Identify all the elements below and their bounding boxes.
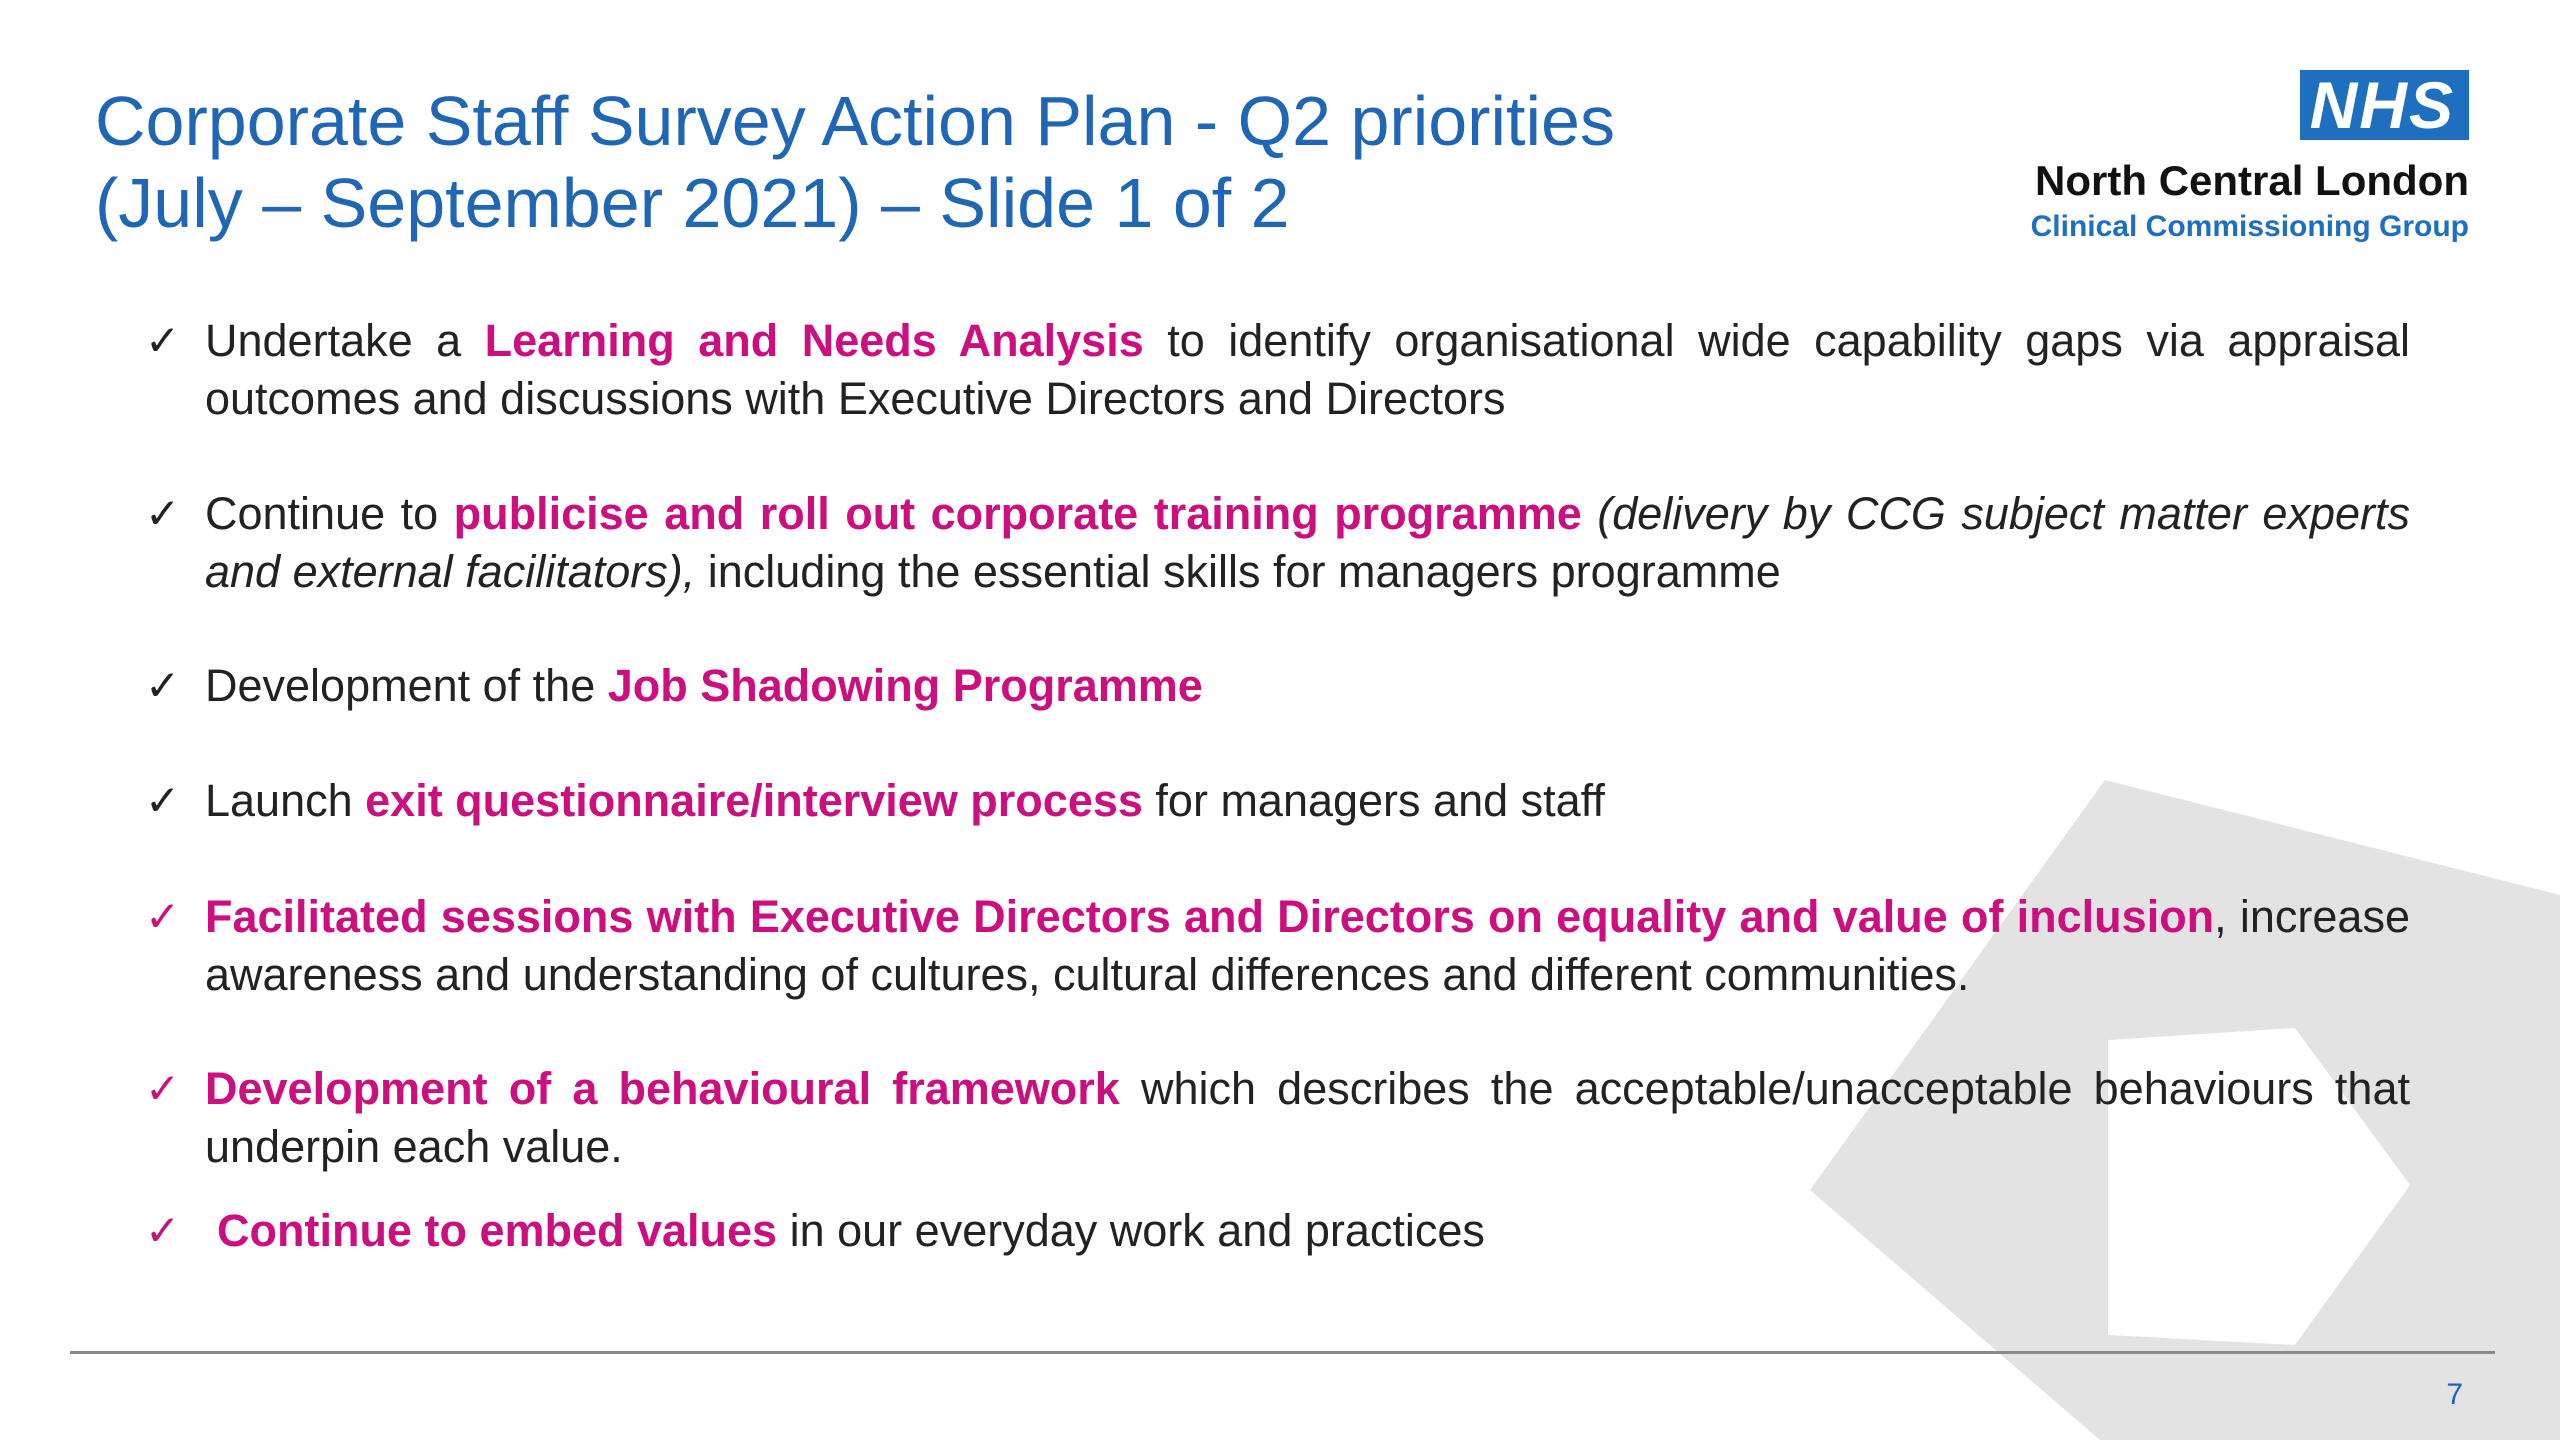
org-subtitle: Clinical Commissioning Group: [2030, 210, 2469, 243]
org-name: North Central London: [2035, 157, 2469, 204]
bullet-2: [145, 485, 2410, 601]
bullet-text: [205, 485, 2410, 601]
bullet-highlight: publicise and roll out corporate training programme: [453, 488, 1582, 539]
bullet-text-pre: Continue to: [205, 488, 454, 539]
bullet-5: [145, 888, 2410, 1004]
bullet-6: [145, 1060, 2410, 1176]
bullet-text-post: , increase awareness and understanding of cultures, cultural differences and different communities.: [205, 891, 2410, 1000]
checkmark-icon: ✓: [145, 893, 181, 940]
bullet-text-post: which describes the acceptable/unacceptable behaviours that underpin each value.: [205, 1063, 2410, 1172]
bullet-1: [145, 312, 2410, 428]
slide-title-line-1: Corporate Staff Survey Action Plan - Q2 priorities: [95, 82, 1615, 160]
checkmark-icon: ✓: [145, 490, 181, 537]
nhs-logo: [2031, 70, 2469, 244]
bullet-text: [205, 1060, 2410, 1176]
bullet-text-pre: Launch: [205, 775, 366, 826]
bullet-text: [205, 657, 2410, 715]
checkmark-icon: ✓: [145, 777, 181, 824]
checkmark-icon: ✓: [145, 1065, 181, 1112]
bullet-highlight: Continue to embed values: [217, 1205, 778, 1256]
bullet-text: [205, 1202, 2410, 1260]
bullet-text: [205, 772, 2410, 830]
bullet-text-post: for managers and staff: [1142, 775, 1605, 826]
bullet-text: [205, 888, 2410, 1004]
bullet-text-post: including the essential skills for managers programme: [695, 546, 1781, 597]
bullet-text: [205, 312, 2410, 428]
bullet-text-pre: Undertake a: [205, 315, 485, 366]
bullet-highlight: Learning and Needs Analysis: [484, 315, 1144, 366]
checkmark-icon: ✓: [145, 317, 181, 364]
footer-divider: [70, 1351, 2495, 1354]
checkmark-icon: ✓: [145, 662, 181, 709]
bullet-3: [145, 657, 2410, 715]
bullet-highlight: Development of a behavioural framework: [205, 1063, 1120, 1114]
bullet-text-pre: Development of the: [205, 660, 608, 711]
bullet-highlight: Job Shadowing Programme: [607, 660, 1203, 711]
bullet-4: [145, 772, 2410, 830]
nhs-badge: NHS: [2300, 70, 2469, 140]
bullet-text-italic: (delivery by CCG subject matter experts and external facilitators),: [205, 488, 2410, 597]
bullet-highlight: exit questionnaire/interview process: [365, 775, 1143, 826]
checkmark-icon: ✓: [145, 1207, 181, 1254]
bullet-text-post: in our everyday work and practices: [777, 1205, 1485, 1256]
page-number: 7: [2446, 1378, 2463, 1411]
slide-title-line-2: (July – September 2021) – Slide 1 of 2: [95, 164, 1290, 242]
slide-title: [95, 80, 1615, 244]
bullet-7: [145, 1202, 2410, 1260]
bullet-text-post: to identify organisational wide capability gaps via appraisal outcomes and discussions with Executive Directors and Directors: [205, 315, 2410, 424]
bullet-highlight: Facilitated sessions with Executive Directors and Directors on equality and value of inclusion: [205, 891, 2215, 942]
